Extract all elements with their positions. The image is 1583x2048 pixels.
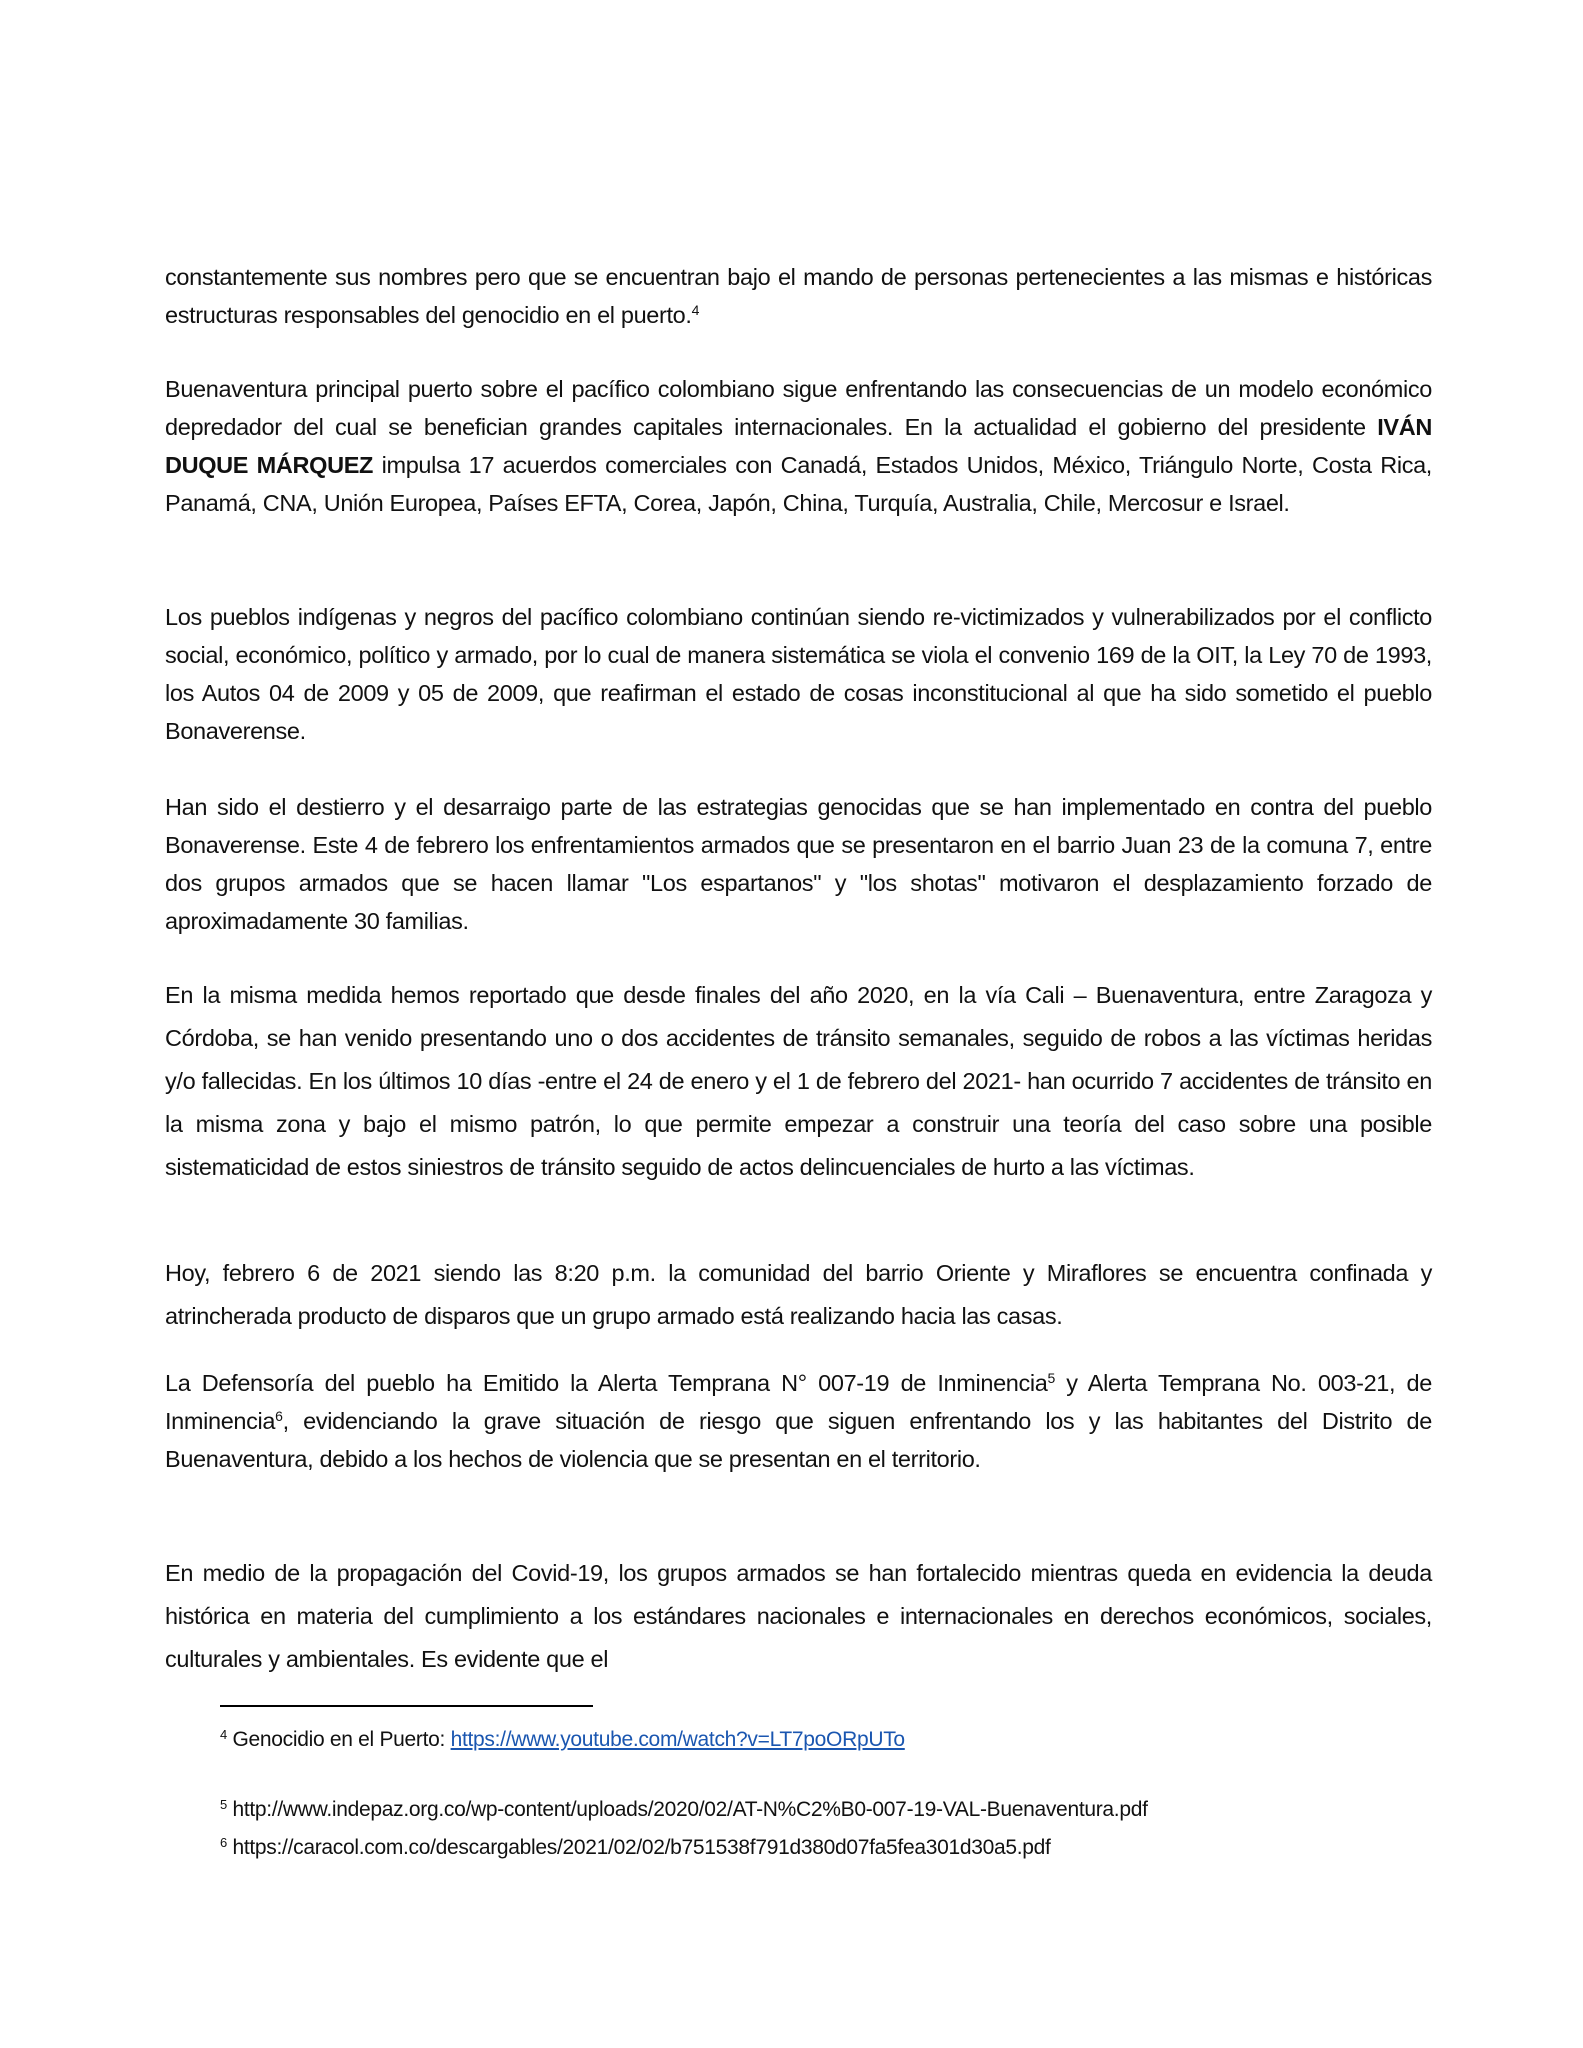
paragraph-text: y Alerta Temprana No. 003-21, de Inminencia bbox=[165, 1370, 1432, 1434]
footnote-number: 6 bbox=[220, 1835, 227, 1850]
footnote-number: 4 bbox=[220, 1727, 227, 1742]
footnote-ref[interactable]: 6 bbox=[275, 1408, 283, 1424]
paragraph-text: impulsa 17 acuerdos comerciales con Canadá, Estados Unidos, México, Triángulo Norte, Costa Rica, Panamá, CNA, Unión Europea, Países EFTA, Corea, Japón, China, Turquía, Australia, Chile, Mercosur e Israel. bbox=[165, 452, 1432, 516]
footnote-text: Genocidio en el Puerto: bbox=[232, 1728, 451, 1751]
paragraph-1 bbox=[165, 258, 1432, 334]
footnote-separator bbox=[220, 1705, 593, 1707]
president-name: IVÁN DUQUE MÁRQUEZ bbox=[165, 414, 1432, 478]
footnote-number: 5 bbox=[220, 1797, 227, 1812]
paragraph-3: Los pueblos indígenas y negros del pacífico colombiano continúan siendo re-victimizados y vulnerabilizados por el conflicto social, económico, político y armado, por lo cual de manera sistemática se viola el convenio 169 de la OIT, la Ley 70 de 1993, los Autos 04 de 2009 y 05 de 2009, que reafirman el estado de cosas inconstitucional al que ha sido sometido el pueblo Bonaverense. bbox=[165, 604, 1432, 744]
paragraph-2 bbox=[165, 370, 1432, 522]
paragraph-7 bbox=[165, 1364, 1432, 1478]
footnote-5 bbox=[220, 1798, 1148, 1822]
footnote-ref[interactable]: 4 bbox=[691, 302, 699, 318]
footnote-text: https://caracol.com.co/descargables/2021/02/02/b751538f791d380d07fa5fea301d30a5.pdf bbox=[232, 1836, 1051, 1859]
paragraph-text: Buenaventura principal puerto sobre el pacífico colombiano sigue enfrentando las consecuencias de un modelo económico depredador del cual se benefician grandes capitales internacionales. En la actualidad el gobierno del presidente bbox=[165, 376, 1432, 440]
paragraph-text: , evidenciando la grave situación de riesgo que siguen enfrentando los y las habitantes del Distrito de Buenaventura, debido a los hechos de violencia que se presentan en el territorio. bbox=[165, 1408, 1432, 1472]
paragraph-4: Han sido el destierro y el desarraigo parte de las estrategias genocidas que se han implementado en contra del pueblo Bonaverense. Este 4 de febrero los enfrentamientos armados que se presentaron en el barrio Juan 23 de la comuna 7, entre dos grupos armados que se hacen llamar "Los espartanos" y "los shotas" motivaron el desplazamiento forzado de aproximadamente 30 familias. bbox=[165, 794, 1432, 934]
paragraph-8: En medio de la propagación del Covid-19, los grupos armados se han fortalecido mientras queda en evidencia la deuda histórica en materia del cumplimiento a los estándares nacionales e internacionales en derechos económicos, sociales, culturales y ambientales. Es evidente que el bbox=[165, 1560, 1432, 1672]
footnote-text: http://www.indepaz.org.co/wp-content/uploads/2020/02/AT-N%C2%B0-007-19-VAL-Buenaventura.pdf bbox=[232, 1798, 1148, 1821]
paragraph-text: La Defensoría del pueblo ha Emitido la Alerta Temprana N° 007-19 de Inminencia bbox=[165, 1370, 1048, 1396]
paragraph-text: constantemente sus nombres pero que se encuentran bajo el mando de personas pertenecientes a las mismas e históricas estructuras responsables del genocidio en el puerto. bbox=[165, 264, 1432, 328]
paragraph-6: Hoy, febrero 6 de 2021 siendo las 8:20 p.m. la comunidad del barrio Oriente y Miraflores se encuentra confinada y atrincherada producto de disparos que un grupo armado está realizando hacia las casas. bbox=[165, 1260, 1432, 1329]
footnote-link[interactable]: https://www.youtube.com/watch?v=LT7poORpUTo bbox=[450, 1728, 905, 1751]
footnote-ref[interactable]: 5 bbox=[1047, 1370, 1055, 1386]
paragraph-5: En la misma medida hemos reportado que desde finales del año 2020, en la vía Cali – Buenaventura, entre Zaragoza y Córdoba, se han venido presentando uno o dos accidentes de tránsito semanales, seguido de robos a las víctimas heridas y/o fallecidas. En los últimos 10 días -entre el 24 de enero y el 1 de febrero del 2021- han ocurrido 7 accidentes de tránsito en la misma zona y bajo el mismo patrón, lo que permite empezar a construir una teoría del caso sobre una posible sistematicidad de estos siniestros de tránsito seguido de actos delincuenciales de hurto a las víctimas. bbox=[165, 982, 1432, 1180]
footnote-6 bbox=[220, 1836, 1051, 1860]
footnote-4 bbox=[220, 1728, 905, 1752]
